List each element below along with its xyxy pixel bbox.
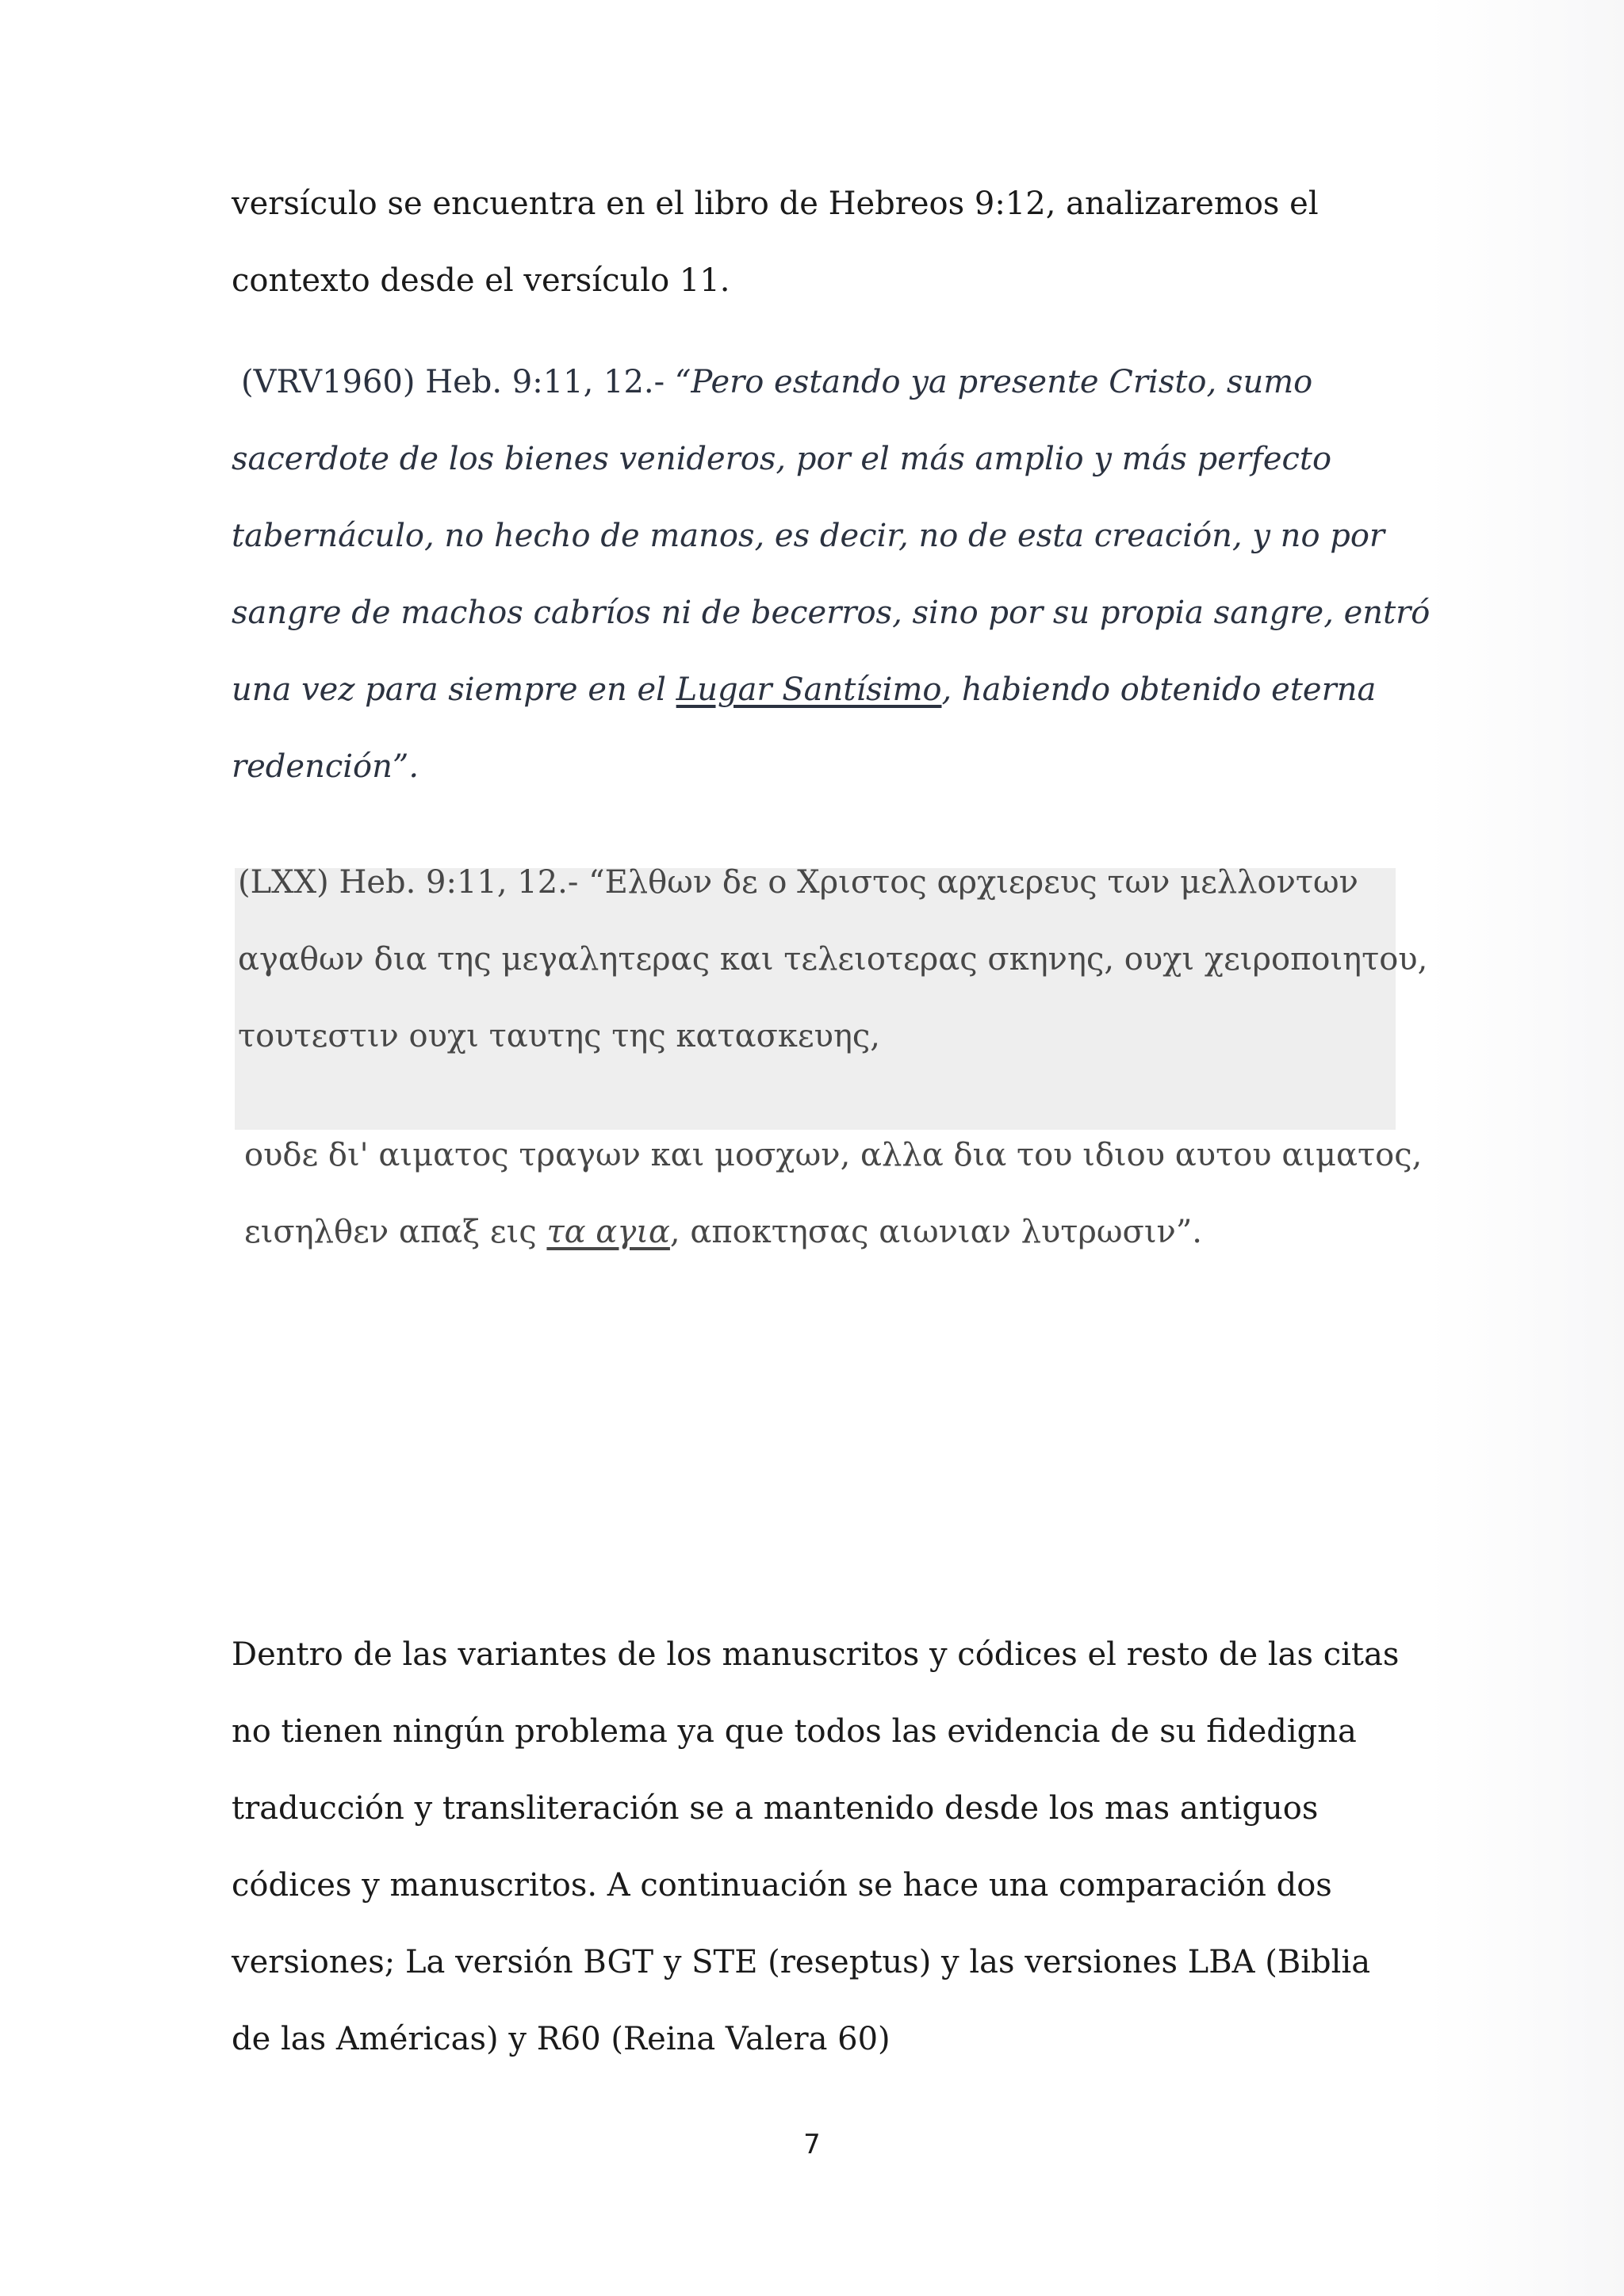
lxx-line-5-pre: εισηλθεν απαξ εις xyxy=(244,1214,547,1250)
lxx-line-5 xyxy=(244,1216,1202,1248)
body-line-2: no tienen ningún problema ya que todos las evidencia de su fidedigna xyxy=(232,1713,1357,1750)
vrv-quote-start: “Pero estando ya presente Cristo, sumo xyxy=(674,364,1313,400)
vrv-line-2: sacerdote de los bienes venideros, por el más amplio y más perfecto xyxy=(232,441,1332,477)
vrv-line-3: tabernáculo, no hecho de manos, es decir, no de esta creación, y no por xyxy=(232,518,1385,554)
lxx-line-4: ουδε δι' αιματος τραγων και μοσχων, αλλα δια του ιδιου αυτου αιματος, xyxy=(244,1137,1423,1173)
lxx-line-2: αγαθων δια της μεγαλητερας και τελειοτερας σκηνης, ουχι χειροποιητου, xyxy=(238,941,1428,978)
vrv-line-4: sangre de machos cabríos ni de becerros, sino por su propia sangre, entró xyxy=(232,595,1431,631)
page-number: 7 xyxy=(803,2129,821,2160)
ta-agia-link: τα αγια xyxy=(546,1214,670,1250)
lugar-santisimo-link: Lugar Santísimo xyxy=(676,672,942,708)
vrv-line-6: redención”. xyxy=(232,748,419,785)
intro-line-2: contexto desde el versículo 11. xyxy=(232,262,730,299)
body-line-3: traducción y transliteración se a mantenido desde los mas antiguos xyxy=(232,1790,1319,1827)
body-line-5: versiones; La versión BGT y STE (reseptus) y las versiones LBA (Biblia xyxy=(232,1944,1371,1980)
body-line-4: códices y manuscritos. A continuación se hace una comparación dos xyxy=(232,1867,1332,1904)
vrv-line-1 xyxy=(241,366,1312,398)
lxx-line-5-post: , αποκτησας αιωνιαν λυτρωσιν”. xyxy=(669,1214,1203,1250)
vrv-line-5-pre: una vez para siempre en el xyxy=(232,672,676,708)
body-line-1: Dentro de las variantes de los manuscritos y códices el resto de las citas xyxy=(232,1636,1400,1673)
vrv-line-5 xyxy=(232,674,1376,706)
vrv-line-5-post: , habiendo obtenido eterna xyxy=(941,672,1377,708)
lxx-highlight-box xyxy=(235,864,1396,1130)
lxx-line-3: τουτεστιν ουχι ταυτης της κατασκευης, xyxy=(238,1018,881,1054)
body-line-6: de las Américas) y R60 (Reina Valera 60) xyxy=(232,2021,891,2057)
intro-line-1: versículo se encuentra en el libro de Hebreos 9:12, analizaremos el xyxy=(232,186,1319,222)
vrv-reference: (VRV1960) Heb. 9:11, 12.- xyxy=(241,364,675,400)
lxx-line-1: (LXX) Heb. 9:11, 12.- “Ελθων δε ο Χριστος αρχιερευς των μελλοντων xyxy=(238,864,1358,901)
